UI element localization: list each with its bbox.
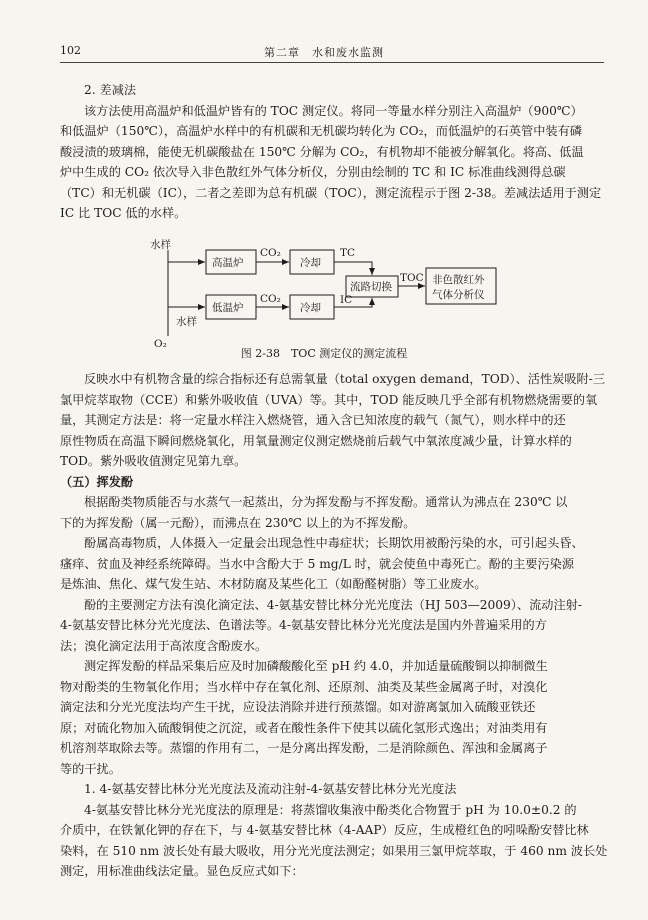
paragraph-line: 测定挥发酚的样品采集后应及时加磷酸酸化至 pH 约 4.0，并加适量硫酸铜以抑制微生 <box>84 659 548 673</box>
paragraph-line: 滴定法和分光光度法均产生干扰，应设法消除并进行预蒸馏。如对游离氯加入硫酸亚铁还 <box>60 700 536 714</box>
paragraph-line: 法；溴化滴定法用于高浓度含酚废水。 <box>60 638 268 653</box>
paragraph-line: 炉中生成的 CO₂ 依次导入非色散红外气体分析仪，分别由绘制的 TC 和 IC 标准曲线测得总碳 <box>60 165 566 179</box>
paragraph-line: （TC）和无机碳（IC），二者之差即为总有机碳（TOC），测定流程示于图 2-38。差减法适用于测定 <box>60 185 602 200</box>
paragraph-line: 根据酚类物质能否与水蒸气一起蒸出，分为挥发酚与不挥发酚。通常认为沸点在 230℃ 以 <box>84 495 568 509</box>
paragraph-line: 酚的主要测定方法有溴化滴定法、4-氨基安替比林分光光度法（HJ 503—2009）、流动注射- <box>84 597 582 612</box>
paragraph-line: 机溶剂萃取除去等。蒸馏的作用有二，一是分离出挥发酚，二是消除颜色、浑浊和金属离子 <box>60 741 548 755</box>
paragraph-line: 染料，在 510 nm 波长处有最大吸收，用分光光度法测定；如果用三氯甲烷萃取，于 460 nm 波长处 <box>60 843 608 858</box>
paragraph-line: 等的干扰。 <box>60 761 121 776</box>
paragraph-line: 瘙痒、贫血及神经系统障碍。当水中含酚大于 5 mg/L 时，就会使鱼中毒死亡。酚的主要污染源 <box>60 556 575 571</box>
ic-label: IC <box>340 294 353 306</box>
analyzer-label-line1: 非色散红外 <box>432 274 485 286</box>
paragraph-line: 反映水中有机物含量的综合指标还有总需氧量（total oxygen demand，TOD）、活性炭吸附-三 <box>84 372 606 386</box>
paragraph-line: 4-氨基安替比林分光光度法的原理是：将蒸馏收集液中酚类化合物置于 pH 为 10.0±0.2 的 <box>84 802 577 817</box>
subsection-title: 1. 4-氨基安替比林分光光度法及流动注射-4-氨基安替比林分光光度法 <box>84 782 457 796</box>
cool-bottom-label: 冷却 <box>300 302 321 314</box>
arrow-tc <box>334 262 372 275</box>
paragraph-line: 量，其测定方法是：将一定量水样注入燃烧管，通入含已知浓度的载气（氮气），则水样中的还 <box>60 413 566 427</box>
paragraph-line: TOD。紫外吸收值测定见第九章。 <box>60 454 247 468</box>
paragraph-line: 测定，用标准曲线法定量。显色反应式如下： <box>60 864 304 878</box>
paragraph-line: 介质中，在铁氰化钾的存在下，与 4-氨基安替比林（4-AAP）反应，生成橙红色的吲哚酚安替比林 <box>60 823 589 837</box>
chapter-title: 第二章 水和废水监测 <box>264 46 384 59</box>
toc-label: TOC <box>400 272 424 284</box>
section-title: （五）挥发酚 <box>60 474 134 489</box>
co2-bottom-label: CO₂ <box>260 293 281 305</box>
paragraph-line: 和低温炉（150℃），高温炉水样中的有机碳和无机碳均转化为 CO₂，而低温炉的石英管中装有磷 <box>60 124 582 138</box>
figure-caption: 图 2-38 TOC 测定仪的测定流程 <box>240 347 408 360</box>
paragraph-line: 酸浸渍的玻璃棉，能使无机碳酸盐在 150℃ 分解为 CO₂，有机物却不能被分解氧化。将高、低温 <box>60 144 584 159</box>
paragraph-line: 氯甲烷萃取物（CCE）和紫外吸收值（UVA）等。其中，TOD 能反映几乎全部有机物燃烧需要的氧 <box>60 392 598 407</box>
paragraph-line: 下的为挥发酚（属一元酚），而沸点在 230℃ 以上的为不挥发酚。 <box>60 515 416 530</box>
paragraph-line: 物对酚类的生物氧化作用；当水样中存在氧化剂、还原剂、油类及某些金属离子时，对溴化 <box>60 679 548 694</box>
co2-top-label: CO₂ <box>260 247 281 259</box>
paragraph-line: IC 比 TOC 低的水样。 <box>60 206 187 220</box>
low-furnace-label: 低温炉 <box>212 302 244 314</box>
flow-switch-label: 流路切换 <box>350 281 392 293</box>
paragraph-line: 酚属高毒物质，人体摄入一定量会出现急性中毒症状；长期饮用被酚污染的水，可引起头昏、 <box>84 536 584 550</box>
tc-label: TC <box>340 247 356 259</box>
paragraph-line: 原；对硫化物加入硫酸铜使之沉淀，或者在酸性条件下使其以硫化氢形式逸出；对油类用有 <box>60 720 548 735</box>
page-number: 102 <box>60 44 81 57</box>
high-furnace-label: 高温炉 <box>212 257 244 269</box>
section-title: 2. 差减法 <box>84 83 137 97</box>
section-tod <box>60 369 608 882</box>
cool-top-label: 冷却 <box>300 257 321 269</box>
analyzer-label-line2: 气体分析仪 <box>432 289 485 301</box>
paragraph-line: 4-氨基安替比林分光光度法、色谱法等。4-氨基安替比林分光光度法是国内外普遍采用的方 <box>60 618 547 632</box>
paragraph-line: 该方法使用高温炉和低温炉皆有的 TOC 测定仪。将同一等量水样分别注入高温炉（900℃） <box>84 103 583 118</box>
paragraph-line: 是炼油、焦化、煤气发生站、木材防腐及某些化工（如酚醛树脂）等工业废水。 <box>60 577 487 591</box>
sample-top-label: 水样 <box>150 239 171 251</box>
paragraph-line: 原性物质在高温下瞬间燃烧氧化，用氧量测定仪测定燃烧前后载气中氧浓度减少量，计算水样的 <box>60 433 572 448</box>
sample-bottom-label: 水样 <box>176 316 197 328</box>
oxygen-label: O₂ <box>154 338 167 350</box>
